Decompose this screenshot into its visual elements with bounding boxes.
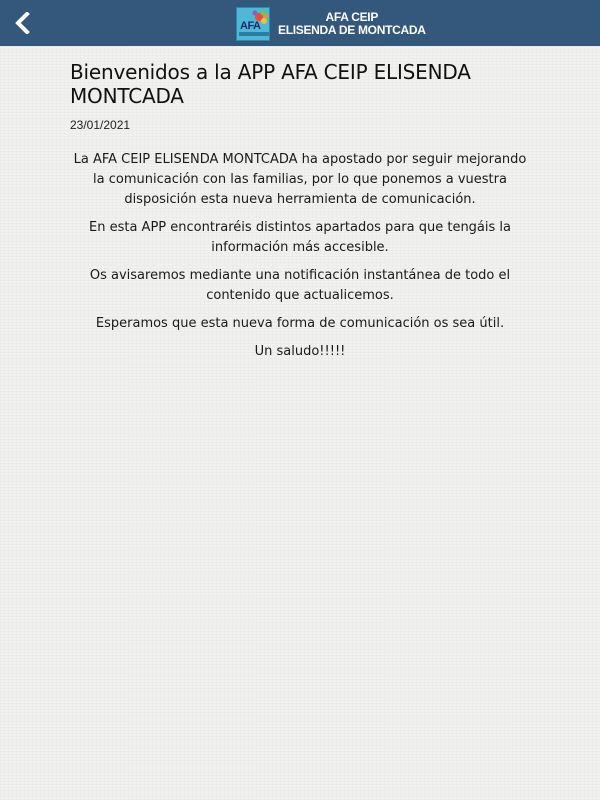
- article-paragraph: Un saludo!!!!!: [254, 344, 346, 359]
- app-title-line-2: ELISENDA DE MONTCADA: [278, 23, 426, 37]
- app-title-line-1: AFA CEIP: [325, 10, 379, 24]
- top-bar: [0, 0, 600, 46]
- logo-text: AFA: [240, 20, 261, 32]
- afa-logo: [236, 7, 270, 41]
- article-paragraph: Os avisaremos mediante una notificación instantánea de todo el contenido que actualicemos.: [89, 268, 511, 303]
- article: [70, 60, 530, 370]
- article-date: 23/01/2021: [70, 118, 131, 132]
- app-brand: [236, 7, 426, 41]
- article-paragraph: La AFA CEIP ELISENDA MONTCADA ha apostado por seguir mejorando la comunicación con las familias, por lo que ponemos a vuestra disposición esta nueva herramienta de comunicación.: [73, 152, 527, 207]
- chevron-left-icon: [13, 12, 31, 34]
- article-paragraph: En esta APP encontraréis distintos apartados para que tengáis la información más accesible.: [89, 220, 511, 255]
- back-button[interactable]: [8, 8, 36, 38]
- app-title: [278, 11, 426, 37]
- article-paragraph: Esperamos que esta nueva forma de comunicación os sea útil.: [95, 316, 505, 331]
- article-body: [70, 150, 530, 362]
- article-title: Bienvenidos a la APP AFA CEIP ELISENDA MONTCADA: [70, 60, 471, 108]
